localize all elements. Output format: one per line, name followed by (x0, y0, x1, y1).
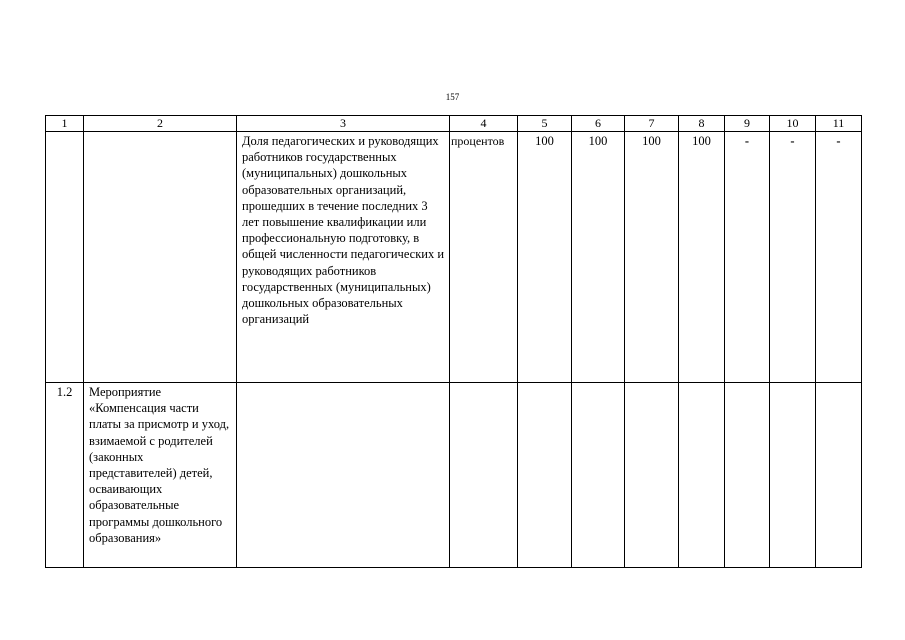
column-header: 4 (450, 116, 518, 132)
value-cell (770, 383, 816, 568)
indicator-cell (237, 383, 450, 568)
column-header: 3 (237, 116, 450, 132)
value-cell (518, 383, 572, 568)
column-header: 11 (816, 116, 862, 132)
value-cell: 100 (572, 132, 625, 383)
page-number: 157 (445, 92, 460, 102)
column-header: 9 (725, 116, 770, 132)
value-cell (572, 383, 625, 568)
unit-cell: процентов (450, 132, 518, 383)
value-cell: - (725, 132, 770, 383)
header-row (46, 116, 862, 132)
value-cell (679, 383, 725, 568)
value-cell: - (770, 132, 816, 383)
table-row (46, 383, 862, 568)
column-header: 8 (679, 116, 725, 132)
column-header: 2 (84, 116, 237, 132)
value-cell (625, 383, 679, 568)
unit-cell (450, 383, 518, 568)
indicator-cell: Доля педагогических и руководящих работников государственных (муниципальных) дошкольных образовательных организаций, прошедших в течение последних 3 лет повышение квалификации или профессиональную подготовку, в общей численности педагогических и руководящих работников государственных (муниципальных) дошкольных образовательных организаций (237, 132, 450, 383)
measure-name-cell: Мероприятие «Компенсация части платы за присмотр и уход, взимаемой с родителей (законных представителей) детей, осваивающих образовательные программы дошкольного образования» (84, 383, 237, 568)
value-cell: - (816, 132, 862, 383)
column-header: 1 (46, 116, 84, 132)
column-header: 7 (625, 116, 679, 132)
data-table (45, 115, 862, 568)
value-cell: 100 (679, 132, 725, 383)
row-number-cell (46, 132, 84, 383)
value-cell (816, 383, 862, 568)
value-cell: 100 (625, 132, 679, 383)
column-header: 6 (572, 116, 625, 132)
table-row (46, 132, 862, 383)
row-number-cell: 1.2 (46, 383, 84, 568)
value-cell (725, 383, 770, 568)
column-header: 5 (518, 116, 572, 132)
column-header: 10 (770, 116, 816, 132)
measure-name-cell (84, 132, 237, 383)
value-cell: 100 (518, 132, 572, 383)
